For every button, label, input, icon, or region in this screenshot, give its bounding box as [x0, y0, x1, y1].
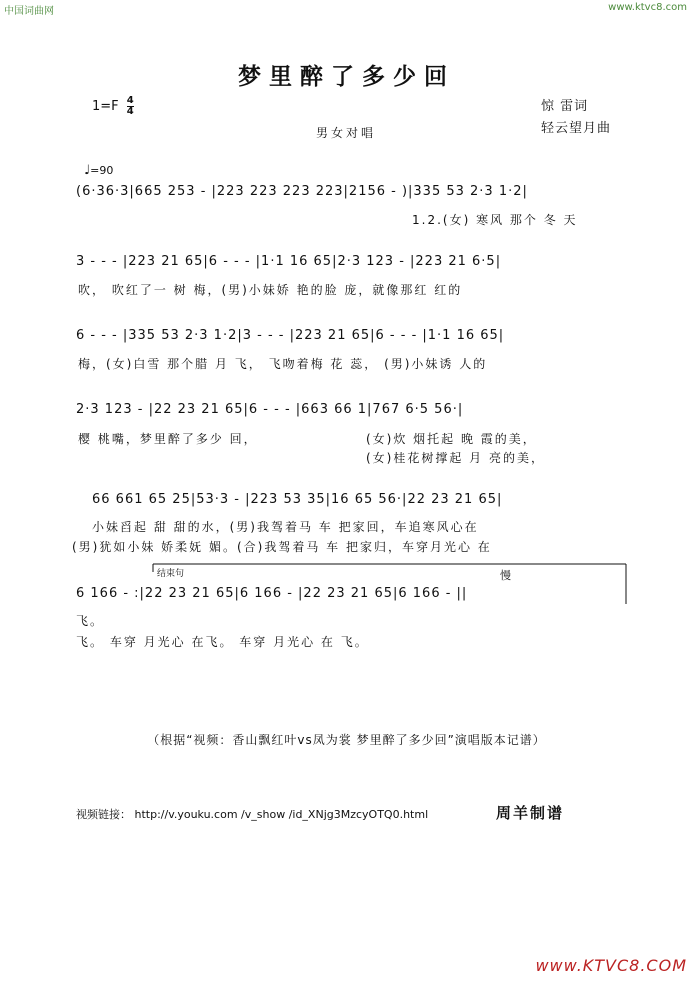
lyric-line-4a: 樱 桃嘴，梦里醉了多少 回， — [78, 432, 258, 446]
transcriber-signature: 周羊制谱 — [496, 804, 565, 822]
performance-role: 男女对唱 — [316, 126, 377, 140]
staff-line-6: 6 166 - :|22 23 21 65|6 166 - |22 23 21 65|6 166 - || — [76, 586, 468, 601]
staff-line-3: 6 - - - |335 53 2·3 1·2|3 - - - |223 21 65|6 - - - |1·1 16 65| — [76, 328, 505, 343]
song-title: 梦里醉了多少回 — [238, 64, 455, 90]
lyric-line-5a: 小妹舀起 甜 甜的水，(男)我驾着马 车 把家回，车追寒风心在 — [92, 520, 479, 534]
lyricist-credit: 惊 雷词 — [541, 99, 589, 114]
time-den: 4 — [126, 106, 134, 117]
lyric-line-4b: (女)炊 烟托起 晚 霞的美， — [366, 432, 537, 446]
watermark-bottom-right: www.KTVC8.COM — [535, 956, 687, 975]
staff-line-1: (6·36·3|665 253 - |223 223 223 223|2156 - )|335 53 2·3 1·2| — [76, 184, 528, 199]
lyric-line-2: 吹， 吹红了一 树 梅，(男)小妹娇 艳的脸 庞，就像那红 红的 — [78, 283, 463, 297]
composer-credit: 轻云望月曲 — [541, 121, 612, 136]
lyric-line-6a: 飞。 — [76, 614, 105, 628]
staff-line-2: 3 - - - |223 21 65|6 - - - |1·1 16 65|2·3 123 - |223 21 6·5| — [76, 254, 502, 269]
time-num: 4 — [126, 95, 134, 106]
watermark-top-right: www.ktvc8.com — [608, 2, 687, 13]
lyric-line-6b: 飞。 车穿 月光心 在飞。 车穿 月光心 在 飞。 — [76, 635, 369, 649]
key-label: 1=F — [92, 99, 119, 114]
staff-line-4: 2·3 123 - |22 23 21 65|6 - - - |663 66 1|767 6·5 56·| — [76, 402, 464, 417]
transcription-note: （根据“视频：香山飘红叶vs凤为裳 梦里醉了多少回”演唱版本记谱） — [147, 733, 546, 747]
lyric-line-3: 梅，(女)白雪 那个腊 月 飞， 飞吻着梅 花 蕊， (男)小妹诱 人的 — [78, 357, 488, 371]
lyric-line-4c: (女)桂花树撑起 月 亮的美， — [366, 451, 545, 465]
slow-marking: 慢 — [500, 569, 511, 582]
tempo-value: =90 — [90, 164, 114, 177]
ending-label: 结束句 — [157, 569, 185, 579]
quarter-note-icon: ♩ — [84, 163, 91, 178]
lyric-line-1: 1.2.(女) 寒风 那个 冬 天 — [412, 213, 578, 227]
watermark-top-left: 中国词曲网 — [4, 6, 54, 17]
video-link: 视频链接： http://v.youku.com /v_show /id_XNjg3MzcyOTQ0.html — [76, 808, 429, 821]
lyric-line-5b: (男)犹如小妹 娇柔妩 媚。(合)我驾着马 车 把家归，车穿月光心 在 — [72, 540, 492, 554]
staff-line-5: 66 661 65 25|53·3 - |223 53 35|16 65 56·|22 23 21 65| — [92, 492, 503, 507]
